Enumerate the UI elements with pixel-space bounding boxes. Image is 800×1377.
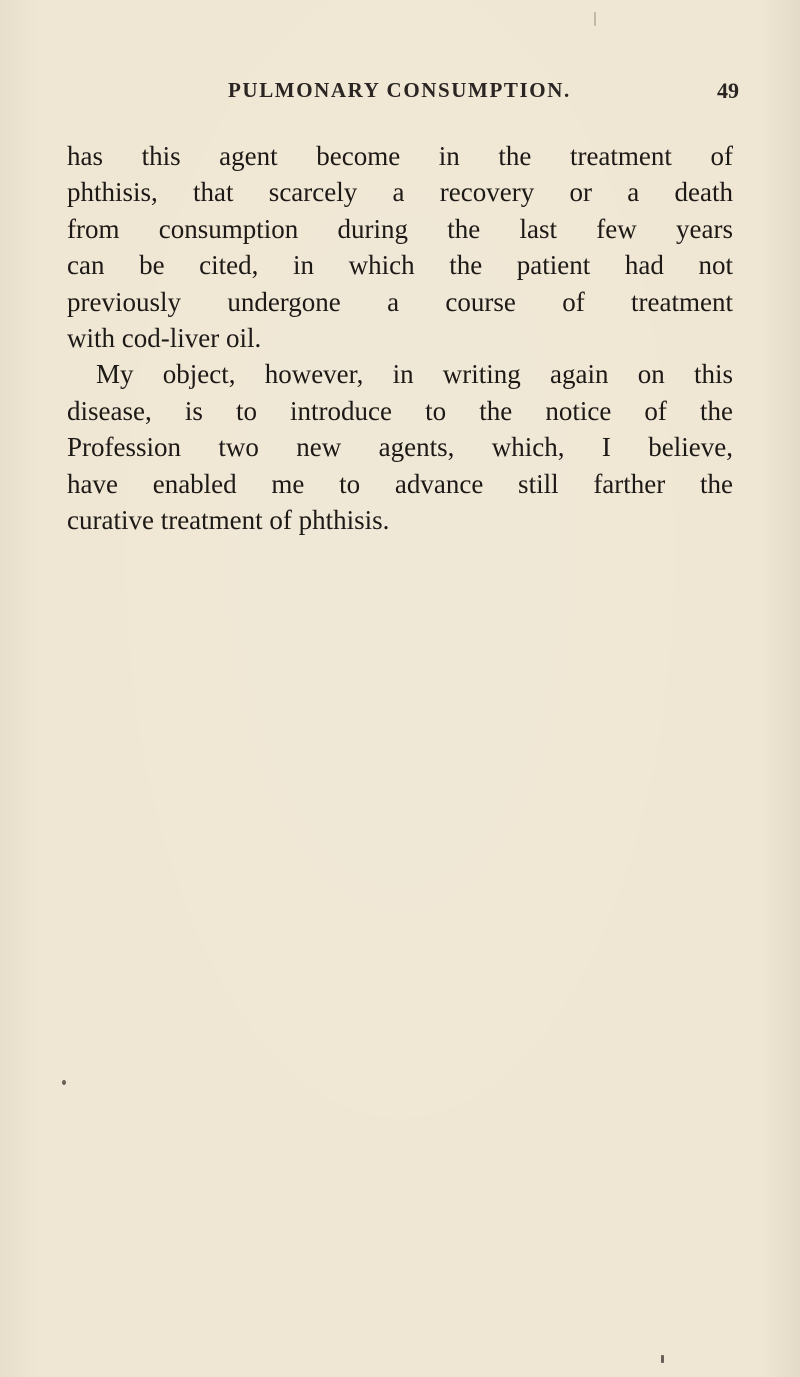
body-text bbox=[67, 138, 733, 538]
text-line: with cod-liver oil. bbox=[67, 322, 262, 353]
paper-speck bbox=[62, 1080, 66, 1085]
text-line: disease, is to introduce to the notice of the bbox=[67, 395, 733, 426]
page-number: 49 bbox=[717, 78, 739, 103]
text-line: curative treatment of phthisis. bbox=[67, 504, 390, 535]
paper-speck bbox=[661, 1355, 664, 1363]
text-line: has this agent become in the treatment of bbox=[67, 141, 733, 171]
text-line: phthisis, that scarcely a recovery or a death bbox=[67, 177, 733, 208]
text-line: can be cited, in which the patient had not bbox=[67, 250, 733, 281]
paragraph-1 bbox=[67, 138, 733, 356]
paper-speck bbox=[594, 12, 596, 26]
running-title: PULMONARY CONSUMPTION. bbox=[228, 78, 571, 102]
text-line: from consumption during the last few years bbox=[67, 213, 733, 244]
paragraph-2 bbox=[67, 356, 733, 538]
text-line: Profession two new agents, which, I believe, bbox=[67, 432, 733, 463]
text-line: have enabled me to advance still farther the bbox=[67, 468, 733, 499]
text-line: previously undergone a course of treatment bbox=[67, 286, 733, 317]
running-head bbox=[0, 78, 800, 108]
text-line: My object, however, in writing again on this bbox=[96, 359, 733, 390]
